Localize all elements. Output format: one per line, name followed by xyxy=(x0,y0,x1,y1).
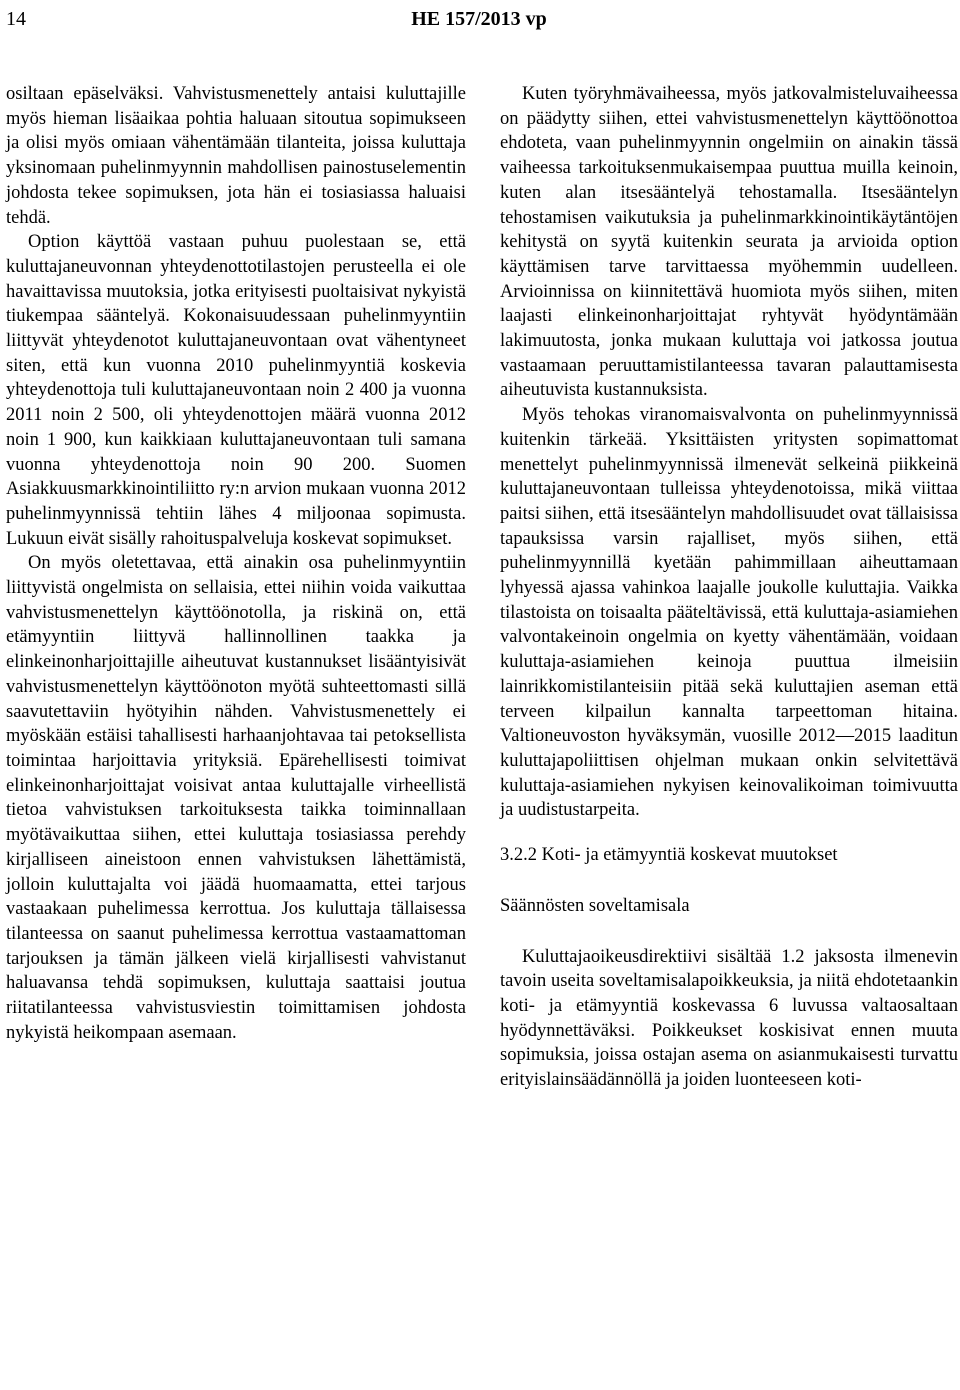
page-header xyxy=(6,4,952,34)
document-id: HE 157/2013 vp xyxy=(411,8,547,30)
left-column xyxy=(6,82,466,1045)
paragraph: Kuluttajaoikeusdirektiivi sisältää 1.2 jaksosta ilmenevin tavoin useita soveltamisalapoikkeuksia, ja niitä ehdotetaankin koti- ja etämyyntiä koskevassa 6 luvussa valtaosaltaan hyödynnettäväksi. Poikkeukset koskisivat ennen muuta sopimuksia, joissa ostajan asema on asianmukaisesti turvattu erityislainsäädännöllä ja joiden luonteeseen koti- xyxy=(500,946,958,1091)
paragraph: Kuten työryhmävaiheessa, myös jatkovalmisteluvaiheessa on päädytty siihen, ettei vahvistusmenettelyn käyttöönottoa ehdoteta, vaan puhelinmyynnin ongelmiin on ainakin tässä vaiheessa tarkoituksenmukaisempaa puuttua muilla keinoin, kuten alan itsesääntelyä tehostamalla. Itsesääntelyn tehostamisen vaikutuksia ja puhelinmarkkinointikäytäntöjen kehitystä on syytä kuitenkin seurata ja arvioida option käyttämisen tarve tarvittaessa myöhemmin uudelleen. Arvioinnissa on kiinnitettävä huomiota myös siihen, miten laajasti elinkeinonharjoittajat ryhtyvät hyödyntämään lakimuutosta, jonka mukaan kuluttaja voi jatkossa joutua vastaamaan peruuttamistilanteessa tavaran palauttamisesta aiheutuvista kustannuksista. xyxy=(500,84,958,401)
section-heading: 3.2.2 Koti- ja etämyyntiä koskevat muutokset xyxy=(500,845,838,866)
paragraph: Myös tehokas viranomaisvalvonta on puhelinmyynnissä kuitenkin tärkeää. Yksittäisten yritysten sopimattomat menettelyt puhelinmyynnissä ilmenevät selkeinä piikkeinä kuluttajaneuvontaan tulleissa yhteydenotoissa, mikä viittaa paitsi siihen, että itsesääntelyn mahdollisuudet ovat tällaisissa tapauksissa varsin rajalliset, myös siihen, että puhelinmyynnillä kyetään pahimmillaan aiheuttamaan lyhyessä ajassa vahinkoa laajalle joukolle kuluttajia. Vaikka tilastoista on toisaalta pääteltävissä, että kuluttaja-asiamiehen valvontakeinoin ongelmia on kyetty vähentämään, voidaan kuluttaja-asiamiehen keinoja puuttua ilmeisiin lainrikkomistilanteisiin pitää sekä kuluttajien aseman että terveen kilpailun kannalta tarpeettoman hitaina. Valtioneuvoston hyväksymän, vuosille 2012—2015 laaditun kuluttajapoliittisen ohjelman mukaan onkin selvitettävä kuluttaja-asiamiehen nykyisen keinovalikoiman toimivuutta ja uudistustarpeita. xyxy=(500,405,958,821)
spacer xyxy=(500,823,958,843)
page-number: 14 xyxy=(6,8,26,30)
spacer xyxy=(500,868,958,894)
spacer xyxy=(500,919,958,945)
right-column xyxy=(500,82,958,1093)
paragraph: On myös oletettavaa, että ainakin osa puhelinmyyntiin liittyvistä ongelmista on sellaisia, ettei niihin voida vaikuttaa vahvistusmenettelyn käyttöönotolla, ja riskinä on, että etämyyntiin liittyvä hallinnollinen taakka ja elinkeinonharjoittajille aiheutuvat kustannukset lisääntyisivät vahvistusmenettelyn käyttöönoton myötä suhteettomasti sillä saavutettaviin hyötyihin nähden. Vahvistusmenettely ei myöskään estäisi tahallisesti harhaanjohtavaa tai petoksellista toimintaa harjoittavia yrityksiä. Epärehellisesti toimivat elinkeinonharjoittajat voisivat antaa kuluttajalle virheellistä tietoa vahvistuksen tarkoituksesta taikka toiminnallaan myötävaikuttaa siihen, ettei kuluttaja tosiasiassa perehdy kirjalliseen aineistoon ennen vahvistuksen lähettämistä, jolloin kuluttajalta voi jäädä huomaamatta, ettei tarjous vastaakaan puhelimessa kerrottua. Jos kuluttaja tällaisessa tilanteessa on saanut puhelimessa kerrottua vastaamattoman tarjouksen ja tämän jälkeen vielä kirjallisesti vahvistanut haluavansa tehdä sopimuksen, kuluttaja saattaisi joutua riitatilanteessa vahvistusviestin toimittamisen johdosta nykyistä heikompaan asemaan. xyxy=(6,553,466,1043)
paragraph: osiltaan epäselväksi. Vahvistusmenettely antaisi kuluttajille myös hieman lisäaikaa pohtia haluaan sitoutua sopimukseen ja olisi myös omiaan vähentämään tilanteita, joissa kuluttaja yksinomaan puhelinmyynnin mahdollisen painostuselementin johdosta tekee sopimuksen, jota hän ei tosiasiassa haluaisi tehdä. xyxy=(6,84,466,228)
paragraph: Option käyttöä vastaan puhuu puolestaan se, että kuluttajaneuvonnan yhteydenottotilastojen perusteella ei ole havaittavissa muutoksia, jotka erityisesti puoltaisivat nykyistä tiukempaa sääntelyä. Kokonaisuudessaan puhelinmyyntiin liittyvät yhteydenotot kuluttajaneuvontaan ovat vähentyneet siten, että kun vuonna 2010 puhelinmyyntiä koskevia yhteydenottoja tuli kuluttajaneuvontaan noin 2 400 ja vuonna 2011 noin 2 500, oli yhteydenottojen määrä vuonna 2012 noin 1 900, kun kaikkiaan kuluttajaneuvontaan tuli samana vuonna yhteydenottoja noin 90 200. Suomen Asiakkuusmarkkinointiliitto ry:n arvion mukaan vuonna 2012 puhelinmyynnissä tehtiin lähes 4 miljoonaa sopimusta. Lukuun eivät sisälly rahoituspalveluja koskevat sopimukset. xyxy=(6,232,466,549)
subheading: Säännösten soveltamisala xyxy=(500,895,690,916)
